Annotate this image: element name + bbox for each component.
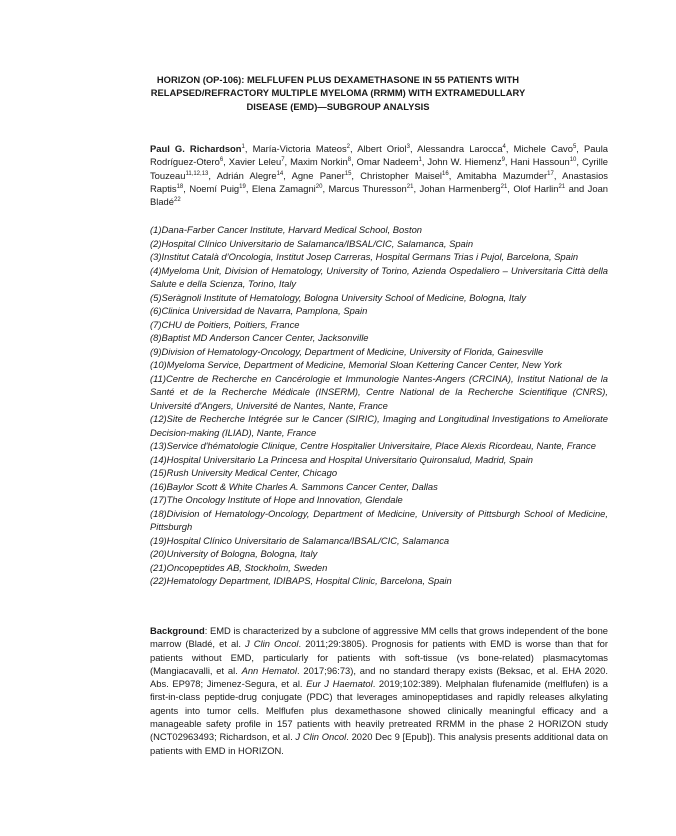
background-text: : EMD is characterized by a subclone of aggressive MM cells that grows independent of the bone marrow (Bladé, et al.: [150, 625, 608, 650]
author-affiliation-number: 21: [406, 183, 414, 190]
author-name: Elena Zamagni: [251, 182, 316, 194]
author-name: Joan Bladé: [150, 182, 609, 208]
journal-name: J Clin Oncol: [295, 731, 347, 743]
journal-name: J Clin Oncol: [245, 638, 299, 650]
author-name: Paula Rodríguez-Otero: [150, 143, 608, 168]
author-name: Hani Hassoun: [510, 156, 570, 168]
author-affiliation-number: 5: [572, 143, 577, 150]
affiliation-item: (8)Baptist MD Anderson Cancer Center, Jacksonville: [150, 332, 369, 343]
affiliation-item: (14)Hospital Universitario La Princesa and Hospital Universitario Quironsalud, Madrid, Spain: [150, 453, 533, 465]
affiliation-item: (15)Rush University Medical Center, Chicago: [150, 467, 338, 478]
journal-name: Ann Hematol: [241, 664, 297, 676]
author-affiliation-number: 1: [418, 157, 422, 164]
author-affiliation-number: 17: [547, 170, 554, 177]
affiliation-item: (12)Site de Recherche Intégrée sur le Cancer (SIRIC), Imaging and Longitudinal Investigations to Ameliorate Decision-making (ILIAD), Nante, France: [150, 413, 608, 438]
author-name: Amitabha Mazumder: [457, 169, 548, 181]
affiliation-item: (7)CHU de Poitiers, Poitiers, France: [150, 318, 300, 330]
affiliation-item: (9)Division of Hematology-Oncology, Department of Medicine, University of Florida, Gainesville: [150, 345, 544, 357]
background-text: . 2020 Dec 9 [Epub]). This analysis presents additional data on patients with EMD in HORIZON.: [150, 731, 608, 756]
background-text: . 2017;96:73), and no standard therapy exists (Beksac, et al. EHA 2020. Abs. EP978; Jimenez-Segura, et al.: [150, 664, 608, 690]
author-affiliation-number: 1: [241, 143, 245, 150]
author-name: Johan Harmenberg: [419, 182, 501, 194]
author-affiliation-number: 10: [569, 157, 577, 164]
background-text: . 2011;29:3805). Prognosis for patients with EMD is worse than that for patients without EMD, particularly for patients with soft-tissue (vs bone-related) plasmacytomas (Mangiacavalli, et al.: [150, 638, 608, 676]
author-affiliation-number: 18: [176, 183, 184, 190]
background-text: . 2019;102:389). Melphalan flufenamide (melflufen) is a first-in-class peptide-drug conjugate (PDC) that leverages aminopeptidases and rapidly releases alkylating agents into tumor cells. Melflufen plus dexamethasone showed clinically meaningful efficacy and a manageable safety profile in 157 patients with heavily pretreated RRMM in the phase 2 HORIZON study (NCT02963493; Richardson, et al.: [150, 678, 609, 743]
author-affiliation-number: 2: [346, 143, 350, 150]
affiliation-item: (2)Hospital Clínico Universitario de Salamanca/IBSAL/CIC, Salamanca, Spain: [150, 237, 474, 249]
author-name: Michele Cavo: [513, 143, 573, 154]
affiliation-item: (21)Oncopeptides AB, Stockholm, Sweden: [150, 561, 328, 573]
author-affiliation-number: 19: [239, 183, 246, 190]
author-affiliation-number: 11,12,13: [185, 170, 209, 177]
author-affiliation-number: 6: [219, 157, 224, 164]
author-affiliation-number: 7: [281, 157, 285, 164]
document-title: HORIZON (OP-106): MELFLUFEN PLUS DEXAMETHASONE IN 55 PATIENTS WITH RELAPSED/REFRACTORY MULTIPLE MYELOMA (RRMM) WITH EXTRAMEDULLARY DISEASE (EMD)—SUBGROUP ANALYSIS: [150, 74, 526, 112]
author-affiliation-number: 4: [502, 143, 506, 150]
author-name: Adrián Alegre: [216, 169, 277, 181]
author-list: Paul G. Richardson$^1$, María-Victoria Mateos$^2$, Albert Oriol$^3$, Alessandra Larocca$^4$, Michele Cavo$^5$, Paula Rodríguez-Otero$^6$, Xavier Leleu$^7$, Maxim Norkin$^8$, Omar Nadeem$^1$, John W. Hiemenz$^9$, Hani Hassoun$^{10}$, Cyrille Touzeau$^{11,12,13}$, Adrián Alegre$^{14}$, Agne Paner$^{15}$, Christopher Maisel$^{16}$, Amitabha Mazumder$^{17}$, Anastasios Raptis$^{18}$, Noemí Puig$^{19}$, Elena Zamagni$^{20}$, Marcus Thuresson$^{21}$, Johan Harmenberg$^{21}$, Olof Harlin$^{21}$ and Joan Bladé$^{22}$: [150, 143, 609, 208]
affiliation-item: (4)Myeloma Unit, Division of Hematology, University of Torino, Azienda Ospedaliero – Universitaria Città della Salute e della Scienza, Torino, Italy: [150, 264, 608, 289]
affiliation-item: (18)Division of Hematology-Oncology, Department of Medicine, University of Pittsburgh School of Medicine, Pittsburgh: [150, 507, 608, 532]
affiliation-item: (19)Hospital Clínico Universitario de Salamanca/IBSAL/CIC, Salamanca: [150, 534, 450, 546]
affiliation-item: (22)Hematology Department, IDIBAPS, Hospital Clinic, Barcelona, Spain: [150, 575, 452, 586]
affiliation-list: [150, 223, 608, 588]
author-affiliation-number: 21: [558, 183, 566, 190]
author-name: Anastasios Raptis: [150, 169, 608, 194]
author-affiliation-number: 21: [500, 183, 508, 190]
author-name: Agne Paner: [291, 169, 345, 181]
author-name: Cyrille Touzeau: [150, 156, 608, 181]
affiliation-item: (20)University of Bologna, Bologna, Italy: [150, 548, 318, 559]
author-name: Christopher Maisel: [360, 169, 443, 181]
affiliation-item: (17)The Oncology Institute of Hope and Innovation, Glendale: [150, 494, 403, 505]
author-name: Maxim Norkin: [290, 156, 348, 168]
author-name: María-Victoria Mateos: [252, 143, 347, 154]
author-affiliation-number: 8: [347, 157, 352, 164]
affiliation-item: (5)Seràgnoli Institute of Hematology, Bologna University School of Medicine, Bologna, Italy: [150, 291, 527, 303]
affiliation-item: (10)Myeloma Service, Department of Medicine, Memorial Sloan Kettering Cancer Center, New York: [150, 359, 562, 370]
author-affiliation-number: 14: [276, 170, 284, 177]
background-paragraph: [150, 624, 608, 757]
affiliation-item: (1)Dana-Farber Cancer Institute, Harvard Medical School, Boston: [150, 224, 422, 235]
affiliation-item: (16)Baylor Scott & White Charles A. Sammons Cancer Center, Dallas: [150, 480, 438, 492]
author-affiliation-number: 22: [173, 197, 181, 204]
author-name: John W. Hiemenz: [427, 156, 502, 168]
author-affiliation-number: 20: [315, 183, 323, 190]
author-affiliation-number: 3: [406, 143, 410, 150]
affiliation-item: (3)Institut Català d’Oncologia, Institut Josep Carreras, Hospital Germans Trias i Pujol, Barcelona, Spain: [150, 251, 579, 262]
author-name: Olof Harlin: [513, 182, 559, 194]
affiliation-item: (6)Clinica Universidad de Navarra, Pamplona, Spain: [150, 305, 368, 316]
author-name: Omar Nadeem: [356, 156, 419, 168]
author-name: Marcus Thuresson: [328, 182, 407, 194]
author-name: Albert Oriol: [357, 143, 407, 154]
author-name: Alessandra Larocca: [417, 143, 503, 154]
affiliation-item: (11)Centre de Recherche en Cancérologie et Immunologie Nantes-Angers (CRCINA), Institut National de la Santé et de la Recherche Médicale (INSERM), Centre National de la Recherche Scientifique (CNRS), Université d'Angers, Université de Nantes, Nante, France: [150, 372, 608, 411]
author-affiliation-number: 9: [501, 157, 505, 164]
background-label: Background: [150, 625, 205, 636]
author-name: Noemí Puig: [189, 182, 240, 194]
affiliation-item: (13)Service d'hématologie Clinique, Centre Hospitalier Universitaire, Place Alexis Ricordeau, Nante, France: [150, 440, 596, 451]
journal-name: Eur J Haematol: [306, 678, 373, 690]
author-affiliation-number: 16: [442, 170, 449, 177]
author-affiliation-number: 15: [344, 170, 352, 177]
author-name: Paul G. Richardson: [150, 143, 242, 154]
author-name: Xavier Leleu: [228, 156, 282, 168]
